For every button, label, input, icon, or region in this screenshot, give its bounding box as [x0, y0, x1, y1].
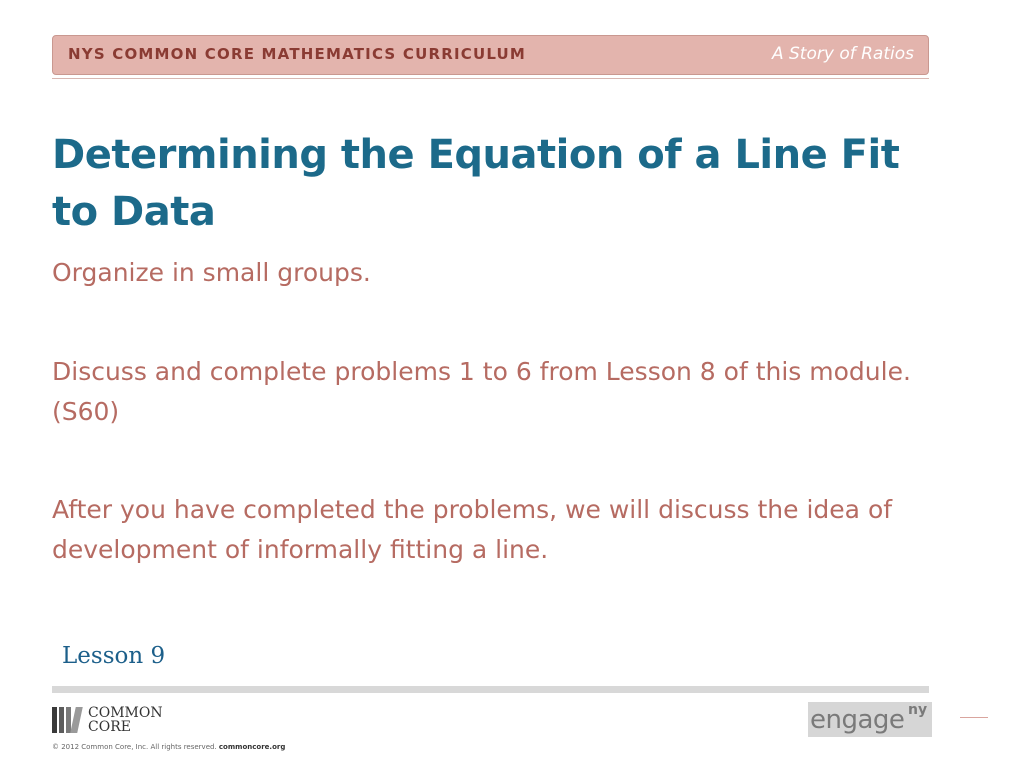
instruction-paragraph-1: Organize in small groups. [52, 258, 371, 287]
copyright-link[interactable]: commoncore.org [218, 743, 286, 751]
story-label: A Story of Ratios [771, 44, 914, 64]
slide-title: Determining the Equation of a Line Fit to Data [52, 132, 900, 235]
footer-band [52, 686, 929, 693]
engage-text: engage [810, 705, 905, 735]
copyright-text: © 2012 Common Core, Inc. All rights reserved. [52, 743, 217, 751]
logo-bar [59, 707, 64, 733]
logo-line-1: COMMON [88, 705, 163, 721]
instruction-paragraph-3: After you have completed the problems, we will discuss the idea of development of informally fitting a line. [52, 495, 893, 564]
engageny-logo [808, 702, 932, 737]
common-core-logo-icon [52, 707, 80, 733]
slide-edge-mark [960, 717, 988, 718]
copyright-notice [52, 743, 285, 751]
logo-bar [52, 707, 57, 733]
lesson-label: Lesson 9 [62, 643, 166, 669]
header-bar [52, 35, 929, 75]
header-divider [52, 78, 929, 79]
common-core-logo [52, 705, 163, 735]
instruction-paragraph-2: Discuss and complete problems 1 to 6 from Lesson 8 of this module. (S60) [52, 357, 911, 426]
logo-bar [70, 707, 83, 733]
curriculum-label: NYS COMMON CORE MATHEMATICS CURRICULUM [68, 45, 527, 63]
common-core-logo-text [88, 706, 163, 734]
logo-line-2: CORE [88, 719, 131, 735]
engage-ny-text: ny [908, 702, 928, 718]
